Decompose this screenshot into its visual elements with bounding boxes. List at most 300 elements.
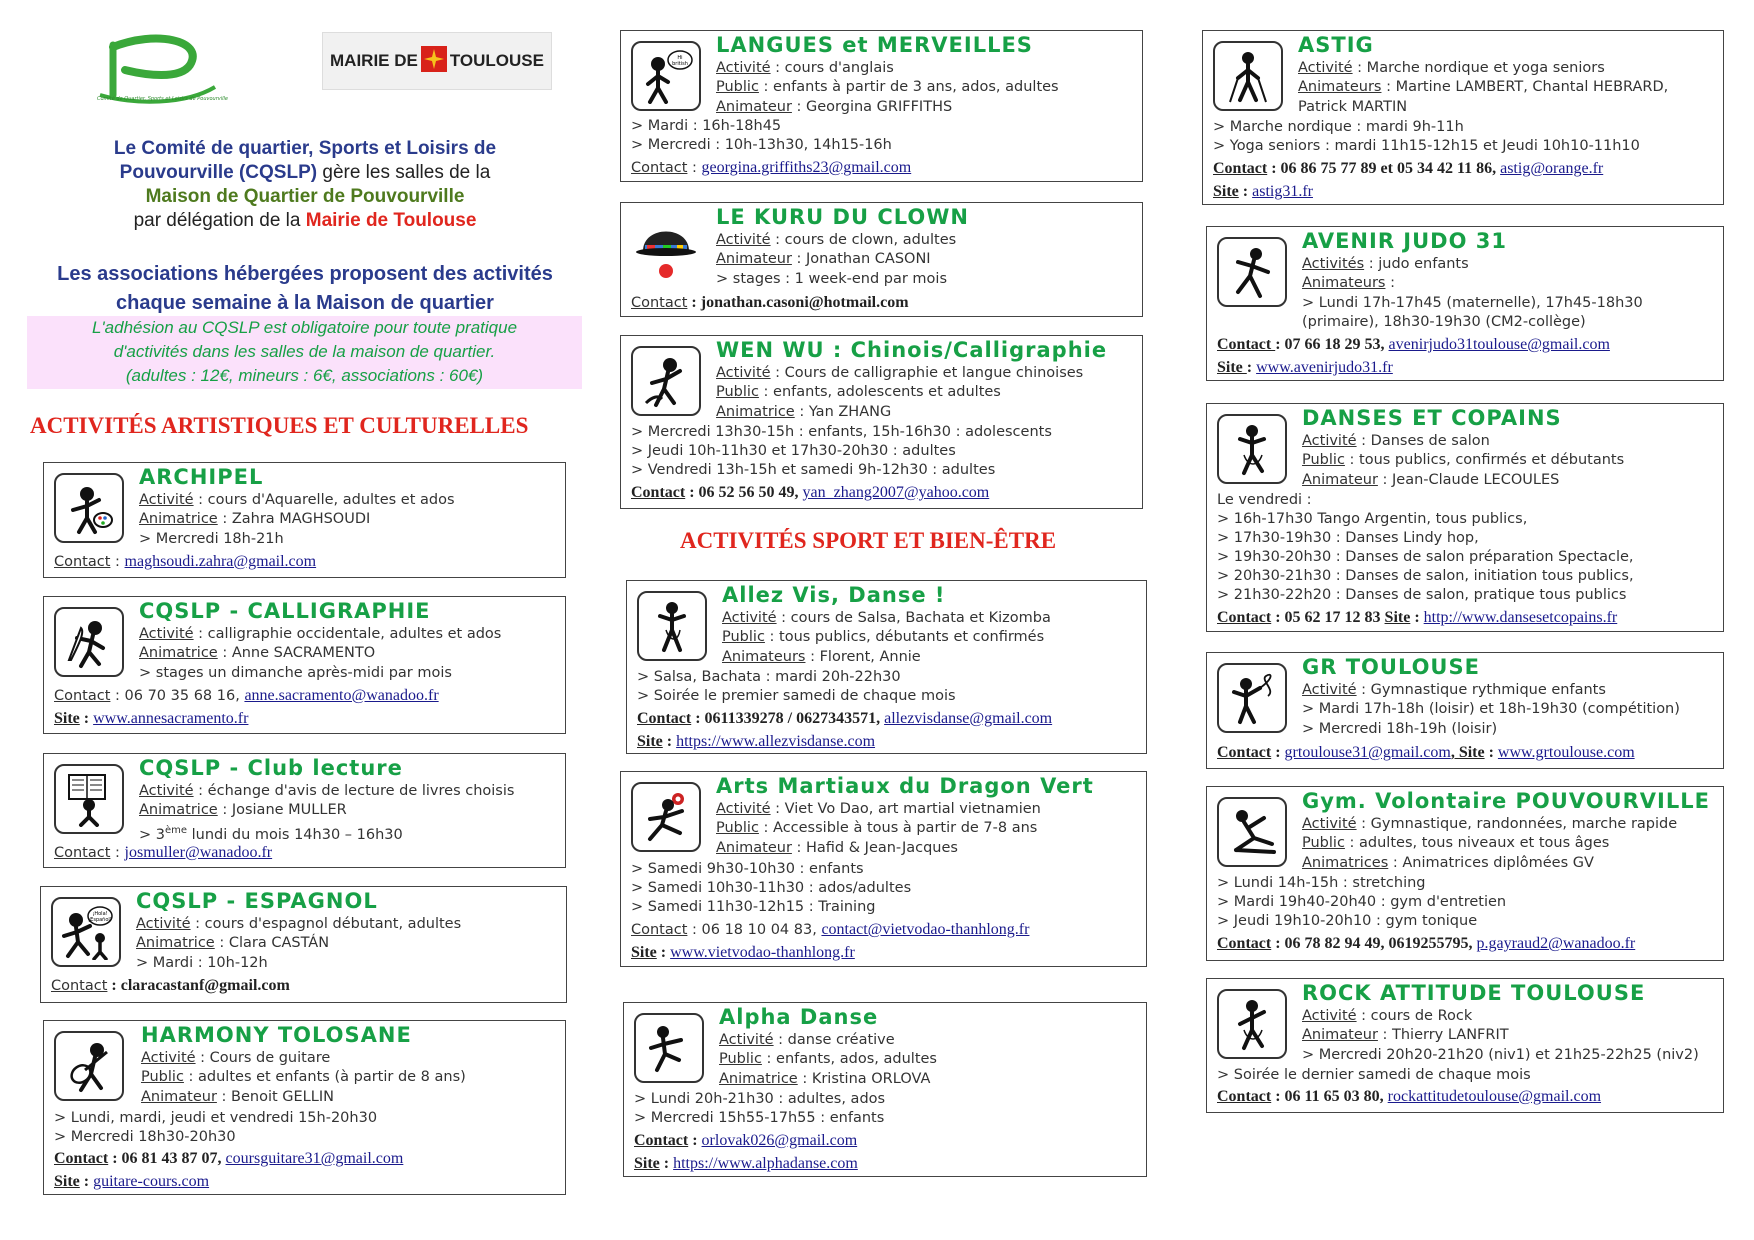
contact-line [1217,1087,1717,1107]
label: Animateurs [722,648,806,665]
value: : cours d'Aquarelle, adultes et ados [193,492,455,508]
card-gr-toulouse [1206,652,1724,769]
contact-line [1217,743,1717,763]
bubble-text-2: ¡Español! [88,917,112,923]
value: : Yan ZHANG [794,403,892,420]
dancer-icon [637,591,707,661]
value: : Hafid & Jean-Jacques [791,839,958,856]
card-espagnol [40,886,567,1003]
value: : Florent, Annie [805,648,921,665]
card-lines [1302,432,1717,490]
value: : Benoit GELLIN [216,1088,334,1105]
contact-label: Contact [54,845,111,861]
site-sep: : [662,733,677,750]
contact-value: : 06 70 35 68 16, [110,688,245,704]
contact-label: Contact [631,922,688,938]
label: Activité [139,626,194,642]
associations-text [30,260,580,318]
value: : cours de Salsa, Bachata et Kizomba [776,610,1051,626]
value: : Josiane MULLER [217,802,347,819]
label: Public [1302,835,1345,852]
site-sep: : [1246,359,1257,376]
card-lines [1302,815,1717,873]
value: : Clara CASTÁN [214,935,330,952]
value: : Viet Vo Dao, art martial vietnamien [770,801,1041,817]
site-line [631,943,1140,963]
site-sep: : [1238,183,1253,200]
contact-line [637,709,1140,729]
schedule-2: > Mercredi 18h-19h (loisir) [1302,720,1498,737]
contact-label: Contact [1217,744,1272,761]
contact-line [54,686,559,706]
schedule-1: > Samedi 9h30-10h30 : enfants [631,861,864,877]
contact-label: Contact [631,484,686,501]
card-title: Alpha Danse [719,1005,879,1029]
stretching-icon [1217,797,1287,867]
value: : judo enfants [1364,256,1469,272]
label: Public [141,1069,184,1086]
quill-icon [54,607,124,677]
label: Activité [1302,682,1357,698]
value: : tous publics, confirmés et débutants [1344,452,1625,469]
label: Animateur [1302,1027,1378,1044]
value: : enfants, adolescents et adultes [758,384,1001,401]
value: : Anne SACRAMENTO [217,645,376,662]
contact-label: Contact [1217,935,1272,952]
email-link[interactable]: josmuller@wanadoo.fr [124,844,273,861]
schedule-1: > Mardi 17h-18h (loisir) et 18h-19h30 (compétition) [1302,701,1680,718]
schedule-sup: ème [164,824,188,836]
email-link[interactable]: allezvisdanse@gmail.com [884,710,1053,727]
card-title: LE KURU DU CLOWN [716,205,969,229]
site-label: Site [1217,359,1247,376]
card-lines [1302,255,1717,333]
section-sport-heading: ACTIVITÉS SPORT ET BIEN-ÊTRE [680,528,1057,553]
card-title: ASTIG [1298,33,1374,57]
email-link[interactable]: yan_zhang2007@yahoo.com [802,484,990,501]
card-danses-et-copains [1206,403,1724,632]
label: Animateurs [1298,79,1382,96]
site-link[interactable]: https://www.allezvisdanse.com [676,733,876,750]
schedule-1: > Salsa, Bachata : mardi 20h-22h30 [637,669,901,685]
value: : Gymnastique, randonnées, marche rapide [1356,816,1678,832]
mairie-label: MAIRIE DE [330,51,418,70]
card-harmony-tolosane [43,1020,566,1195]
value: : Marche nordique et yoga seniors [1352,60,1605,76]
card-title: DANSES ET COPAINS [1302,406,1562,430]
schedule-2: > Mardi 19h40-20h40 : gym d'entretien [1217,894,1507,910]
site-sep: : [659,1155,674,1172]
label: Activité [1302,433,1357,449]
adhesion-line-3: (adultes : 12€, mineurs : 6€, associations : 60€) [125,366,484,385]
schedule-2: > Samedi 10h30-11h30 : ados/adultes [631,880,912,896]
intro-line-4a: par délégation de la [133,210,306,231]
contact-line [1217,934,1717,954]
card-kuru-du-clown [620,202,1143,317]
email-link[interactable]: orlovak026@gmail.com [701,1132,858,1149]
card-title: CQSLP - CALLIGRAPHIE [139,599,431,623]
english-speaker-icon [631,41,701,111]
schedule-3: > Jeudi 19h10-20h10 : gym tonique [1217,913,1478,929]
label: Activité [1302,1008,1357,1024]
bubble-text: Hi [677,55,683,61]
site-label: , Site [1450,744,1485,761]
card-lines [1302,681,1717,739]
contact-line [631,158,1136,178]
label: Activité [722,610,777,626]
occitan-cross-icon [421,46,447,76]
value: : Animatrices diplômées GV [1388,854,1594,871]
nordic-walking-icon [1213,41,1283,111]
label: Animateur [716,98,792,115]
schedule: > Mercredi 18h-21h [139,530,284,547]
email-link[interactable]: astig@orange.fr [1500,160,1604,177]
label: Activité [139,783,194,799]
schedule-1: > 16h-17h30 Tango Argentin, tous publics, [1217,511,1528,527]
judo-icon [1217,237,1287,307]
contact-line [54,552,559,572]
value: : tous publics, débutants et confirmés [764,629,1045,646]
site-line [634,1154,1140,1174]
brush-icon [631,346,701,416]
intro-line-3: Maison de Quartier de Pouvourville [145,186,465,207]
label: Animatrice [139,511,218,528]
site-line [54,1172,559,1192]
card-gym-volontaire [1206,786,1724,961]
site-sep: : [1410,609,1424,626]
schedule-2: > Yoga seniors : mardi 11h15-12h15 et Jeudi 10h10-11h10 [1213,138,1640,154]
painter-icon [54,473,124,543]
contact-value: : 06 11 65 03 80, [1271,1088,1388,1105]
value: : Thierry LANFRIT [1377,1027,1509,1044]
contact-line [54,1149,559,1169]
label: Activité [1298,60,1353,76]
site-line [1213,182,1717,202]
contact-value: : 06 52 56 50 49, [685,484,803,501]
site-label: Site [1384,609,1411,626]
intro-line-1: Le Comité de quartier, Sports et Loisirs de [113,138,497,159]
label: Public [716,79,759,96]
card-title: ARCHIPEL [139,465,264,489]
speaking-icon [51,897,121,967]
card-calligraphie [43,596,566,734]
site-sep: : [656,944,671,961]
contact-line [631,920,1140,940]
toulouse-label: TOULOUSE [449,51,544,70]
card-lines [716,800,1140,858]
schedule-2: > Soirée le premier samedi de chaque mois [637,688,956,704]
label: Public [722,629,765,646]
label: Animatrice [716,403,795,420]
site-sep: : [79,1173,94,1190]
contact-label: Contact [54,1150,109,1167]
value: : Zahra MAGHSOUDI [217,511,371,528]
card-club-lecture [43,753,566,868]
email-link[interactable]: grtoulouse31@gmail.com [1284,744,1451,761]
contact-line [1217,335,1717,355]
card-avenir-judo [1206,226,1724,381]
contact-line [51,976,560,996]
label: Animatrice [136,935,215,952]
card-title: Allez Vis, Danse ! [722,583,946,607]
schedule-4: > 20h30-21h30 : Danses de salon, initiation tous publics, [1217,568,1634,584]
value: : Cours de guitare [195,1050,331,1066]
contact-value: : claracastanf@gmail.com [107,977,290,994]
card-title: LANGUES et MERVEILLES [716,33,1033,57]
schedule [139,821,559,845]
contact-sep: : [110,554,125,570]
contact-value: : 06 18 10 04 83, [687,922,822,938]
contact-line [631,483,1136,503]
card-lines [722,609,1140,667]
adhesion-line-2: d'activités dans les salles de la maison de quartier. [113,342,496,361]
contact-value: : 06 81 43 87 07, [108,1150,226,1167]
contact-label: Contact [637,710,692,727]
contact-label: Contact [1217,336,1276,353]
site-link[interactable]: www.annesacramento.fr [93,710,249,727]
assoc-line-2: chaque semaine à la Maison de quartier [116,292,494,314]
site-label: Site [631,944,657,961]
card-lines [141,1049,559,1107]
schedule: > Mardi : 10h-12h [136,954,268,971]
creative-dance-icon [634,1013,704,1083]
guitar-icon [54,1031,124,1101]
card-lines [716,59,1136,117]
site-link[interactable]: www.vietvodao-thanhlong.fr [670,944,855,961]
contact-label: Contact [631,295,688,311]
card-lines [139,782,559,845]
value: : Georgina GRIFFITHS [791,98,953,115]
schedule-1: > Mercredi 20h20-21h20 (niv1) et 21h25-22h25 (niv2) [1302,1046,1699,1063]
value: : [1385,275,1395,292]
schedule-3: > Samedi 11h30-12h15 : Training [631,899,876,915]
card-title: CQSLP - Club lecture [139,756,403,780]
value: : Cours de calligraphie et langue chinoises [770,365,1084,381]
schedule: > stages : 1 week-end par mois [716,270,947,287]
value: : adultes, tous niveaux et tous âges [1344,835,1610,852]
contact-label: Contact [54,554,111,570]
label: Activité [716,801,771,817]
value: : enfants à partir de 3 ans, ados, adultes [758,79,1059,96]
site-line [54,709,559,729]
label: Activité [141,1050,196,1066]
value: : calligraphie occidentale, adultes et ados [193,626,502,642]
contact-sep: : [687,160,702,176]
label: Activité [136,916,191,932]
label: Animatrices [1302,854,1389,871]
schedule-2: > Soirée le dernier samedi de chaque mois [1217,1067,1531,1083]
adhesion-line-1: L'adhésion au CQSLP est obligatoire pour toute pratique [91,318,518,337]
ribbon-gymnast-icon [1217,663,1287,733]
value: : cours d'anglais [770,60,894,76]
card-langues-merveilles [620,30,1143,182]
card-astig [1202,30,1724,205]
label: Animateurs [1302,275,1386,292]
card-title: CQSLP - ESPAGNOL [136,889,378,913]
schedule-2: > Mercredi 18h30-20h30 [54,1129,236,1145]
intro-line-2 [30,161,580,185]
adhesion-box [27,316,582,389]
book-reader-icon [54,764,124,834]
schedule-2: > Jeudi 10h-11h30 et 17h30-20h30 : adultes [631,443,956,459]
card-title: Gym. Volontaire POUVOURVILLE [1302,789,1710,813]
value: : échange d'avis de lecture de livres choisis [193,783,515,799]
card-lines [1302,1007,1717,1065]
schedule-1: > Marche nordique : mardi 9h-11h [1213,119,1464,135]
intro-text [30,137,580,233]
contact-value: : 06 78 82 94 49, 0619255795, [1271,935,1477,952]
email-link[interactable]: avenirjudo31toulouse@gmail.com [1388,336,1610,353]
value: : Danses de salon [1356,433,1490,449]
contact-sep: : [1271,744,1285,761]
site-link[interactable]: guitare-cours.com [93,1173,210,1190]
contact-value: : 07 66 18 29 53, [1275,336,1389,353]
value: : cours de Rock [1356,1008,1473,1024]
card-lines [139,491,559,549]
contact-line [634,1131,1140,1151]
site-label: Site [54,710,80,727]
contact-label: Contact [1213,160,1268,177]
label: Activité [716,60,771,76]
label: Animateur [716,839,792,856]
assoc-line-1: Les associations hébergées proposent des activités [57,263,553,285]
label: Public [716,384,759,401]
mairie-name: Mairie de Toulouse [305,210,477,231]
label: Activité [139,492,194,508]
schedule-1: > Mercredi 13h30-15h : enfants, 15h-16h30 : adolescents [631,424,1052,440]
label: Animatrice [719,1070,798,1087]
schedule-cont: (primaire), 18h30-19h30 (CM2-collège) [1302,314,1586,331]
card-allez-vis-danse [626,580,1147,754]
card-lines [716,364,1136,422]
site-link[interactable]: https://www.alphadanse.com [673,1155,858,1172]
value: : Kristina ORLOVA [797,1070,931,1087]
schedule: > Lundi 17h-17h45 (maternelle), 17h45-18h30 [1302,294,1643,311]
email-link[interactable]: rockattitudetoulouse@gmail.com [1387,1088,1602,1105]
card-lines [139,625,559,683]
card-lines [716,231,1136,289]
schedule-a: > 3 [139,826,165,843]
label: Public [719,1051,762,1068]
value: : Martine LAMBERT, Chantal HEBRARD, [1381,79,1669,96]
contact-value: : 05 62 17 12 83 [1271,609,1385,626]
label: Animateur [716,251,792,268]
contact-label: Contact [634,1132,689,1149]
site-line [1217,358,1717,378]
site-link[interactable]: astig31.fr [1252,183,1313,200]
card-title: WEN WU : Chinois/Calligraphie [716,338,1108,362]
schedule-2: > Mercredi : 10h-13h30, 14h15-16h [631,137,892,153]
email-link[interactable]: contact@vietvodao-thanhlong.fr [821,921,1030,938]
value: : enfants, ados, adultes [761,1051,937,1068]
site-label: Site [634,1155,660,1172]
card-title: GR TOULOUSE [1302,655,1480,679]
contact-label: Contact [631,160,688,176]
card-rock-attitude [1206,978,1724,1113]
value: : Gymnastique rythmique enfants [1356,682,1606,698]
card-lines [136,915,560,973]
intro-line-4 [30,209,580,233]
value: : Jean-Claude LECOULES [1377,471,1560,488]
label: Activités [1302,256,1365,272]
mairie-toulouse-logo [322,32,552,90]
section-artistiques-heading: ACTIVITÉS ARTISTIQUES ET CULTURELLES [30,413,529,438]
contact-label: Contact [1217,609,1272,626]
contact-label: Contact [1217,1088,1272,1105]
clown-hat-icon [631,213,701,283]
card-lines [1298,59,1717,117]
email-link[interactable]: coursguitare31@gmail.com [225,1150,404,1167]
value: : danse créative [773,1032,895,1048]
label: Activité [716,365,771,381]
schedule-3: > 19h30-20h30 : Danses de salon préparation Spectacle, [1217,549,1634,565]
contact-line [631,293,1136,313]
schedule-b: lundi du mois 14h30 – 16h30 [187,826,403,843]
card-title: HARMONY TOLOSANE [141,1023,412,1047]
contact-label: Contact [54,688,111,704]
site-link[interactable]: www.grtoulouse.com [1497,744,1635,761]
schedule-1: > Lundi 20h-21h30 : adultes, ados [634,1091,886,1107]
card-lines [719,1031,1140,1089]
intro-line-2-rest: gère les salles de la [317,162,491,183]
schedule-5: > 21h30-22h20 : Danses de salon, pratique tous publics [1217,587,1627,603]
card-title: ROCK ATTITUDE TOULOUSE [1302,981,1646,1005]
value: : Accessible à tous à partir de 7-8 ans [758,820,1038,837]
cqslp-logo-caption: Comité de Quartier, Sports et Loisirs de Pouvourville [97,96,228,102]
label: Animateur [1302,471,1378,488]
ballroom-dancer-icon [1217,414,1287,484]
martial-arts-icon [631,782,701,852]
contact-value: : 0611339278 / 0627343571, [691,710,885,727]
label: Public [1302,452,1345,469]
email-link[interactable]: maghsoudi.zahra@gmail.com [124,553,317,570]
schedule-1: > Lundi 14h-15h : stretching [1217,875,1426,891]
value: : cours de clown, adultes [770,232,957,248]
bubble-text-2: british [672,61,688,67]
label: Animatrice [139,802,218,819]
label: Activité [719,1032,774,1048]
schedule-intro: Le vendredi : [1217,492,1312,508]
email-link[interactable]: anne.sacramento@wanadoo.fr [244,687,439,704]
label: Activité [1302,816,1357,832]
schedule-2: > 17h30-19h30 : Danses Lindy hop, [1217,530,1479,546]
schedule: > stages un dimanche après-midi par mois [139,664,452,681]
card-archipel [43,462,566,578]
card-alpha-danse [623,1002,1147,1177]
contact-line [1217,608,1717,628]
site-link[interactable]: http://www.dansesetcopains.fr [1423,609,1618,626]
bubble-text: ¡Hola! [92,911,108,917]
email-link[interactable]: georgina.griffiths23@gmail.com [701,159,912,176]
label: Animatrice [139,645,218,662]
site-label: Site [637,733,663,750]
value: : adultes et enfants (à partir de 8 ans) [183,1069,466,1086]
schedule-1: > Mardi : 16h-18h45 [631,118,782,134]
animateurs-cont: Patrick MARTIN [1298,98,1408,115]
site-sep: : [79,710,94,727]
site-label: Site [54,1173,80,1190]
cqslp-name: Pouvourville (CQSLP) [119,162,318,183]
card-title: Arts Martiaux du Dragon Vert [716,774,1094,798]
contact-line [54,843,559,863]
site-link[interactable]: www.avenirjudo31.fr [1256,359,1393,376]
email-link[interactable]: p.gayraud2@wanadoo.fr [1476,935,1636,952]
contact-label: Contact [51,978,108,994]
label: Animateur [141,1088,217,1105]
contact-sep: : [688,1132,702,1149]
card-wen-wu [620,335,1143,509]
site-line [637,732,1140,752]
